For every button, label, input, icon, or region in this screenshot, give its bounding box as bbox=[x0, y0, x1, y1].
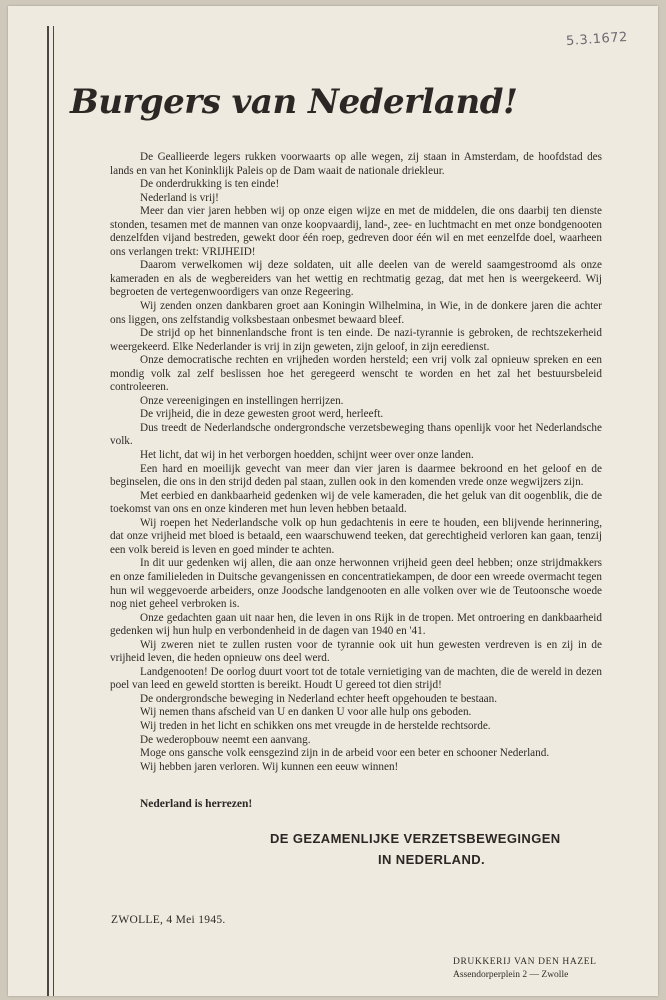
paragraph: De onderdrukking is ten einde! bbox=[140, 178, 280, 191]
paragraph: Onze vereenigingen en instellingen herrijzen. bbox=[140, 394, 344, 407]
paragraph: Onze democratische rechten en vrijheden worden hersteld; een vrij volk zal opnieuw spreken en een mondig volk zal zelf beslissen hoe het geregeerd wenscht te worden en het zal het bestuursbeleid controleeren. bbox=[110, 354, 602, 394]
signature-block bbox=[270, 828, 561, 870]
printer-address: Assendorperplein 2 — Zwolle bbox=[453, 970, 569, 980]
proclamation-body bbox=[110, 151, 602, 774]
paragraph: Onze gedachten gaan uit naar hen, die leven in ons Rijk in de tropen. Met ontroering en dankbaarheid gedenken wij hun hulp en verbondenheid in de dagen van 1940 en '41. bbox=[110, 611, 602, 638]
paragraph: Wij nemen thans afscheid van U en danken U voor alle hulp ons geboden. bbox=[140, 706, 472, 719]
signature-line-1: DE GEZAMENLIJKE VERZETSBEWEGINGEN bbox=[270, 831, 561, 846]
poster-sheet bbox=[8, 6, 658, 996]
paragraph: De wederopbouw neemt een aanvang. bbox=[140, 733, 311, 746]
paragraph: Een hard en moeilijk gevecht van meer dan vier jaren is daarmee bekroond en het geloof en de beginselen, die ons in den strijd deden pal staan, zullen ook in den komenden vrede onze wegwijzers zijn. bbox=[110, 462, 602, 489]
paragraph: Het licht, dat wij in het verborgen hoedden, schijnt weer over onze landen. bbox=[140, 449, 474, 462]
archive-mark: 5.3.1672 bbox=[565, 29, 629, 50]
printer-name: DRUKKERIJ VAN DEN HAZEL bbox=[453, 957, 597, 967]
left-margin-rule bbox=[47, 26, 49, 996]
paragraph: De vrijheid, die in deze gewesten groot werd, herleeft. bbox=[140, 408, 384, 421]
left-margin-rule-inner bbox=[53, 26, 54, 996]
printer-imprint bbox=[453, 956, 597, 982]
paragraph: Wij roepen het Nederlandsche volk op hun gedachtenis in eere te houden, een blijvende herinnering, dat onze vrijheid met bloed is betaald, een waarschuwend teeken, dat gerechtigheid verloren kan gaan, tenzij een volk bereid is leven en goed minder te achten. bbox=[110, 516, 602, 556]
paragraph: Moge ons gansche volk eensgezind zijn in de arbeid voor een beter en schooner Nederland. bbox=[140, 747, 550, 760]
place-and-date: ZWOLLE, 4 Mei 1945. bbox=[111, 914, 226, 926]
paragraph: Dus treedt de Nederlandsche ondergrondsche verzetsbeweging thans openlijk voor het Nederlandsche volk. bbox=[110, 421, 602, 448]
paragraph: Wij zenden onzen dankbaren groet aan Koningin Wilhelmina, in Wie, in de donkere jaren die achter ons liggen, ons zelfstandig volksbestaan onbesmet bewaard bleef. bbox=[110, 300, 602, 326]
paragraph: Meer dan vier jaren hebben wij op onze eigen wijze en met de middelen, die ons daarbij ten dienste stonden, tesamen met de mannen van onze koopvaardij, land-, zee- en luchtmacht en met onze bondgenooten denzelfden vijand bestreden, gewekt door één roep, gedreven door één wil en met eenzelfde doel, waarheen ons verlangen trekt: VRIJHEID! bbox=[110, 205, 602, 258]
paragraph: De strijd op het binnenlandsche front is ten einde. De nazi-tyrannie is gebroken, de rechtszekerheid weergekeerd. Elke Nederlander is vrij in zijn geweten, zijn geloof, in zijn eeredienst. bbox=[110, 327, 602, 353]
paragraph: De Geallieerde legers rukken voorwaarts op alle wegen, zij staan in Amsterdam, de hoofdstad des lands en van het Koninklijk Paleis op de Dam waait de nationale driekleur. bbox=[110, 151, 602, 177]
paragraph: Met eerbied en dankbaarheid gedenken wij de vele kameraden, die het geluk van dit oogenblik, die de toekomst van ons en onze kinderen met hun leven hebben betaald. bbox=[110, 489, 602, 516]
signature-line-2: IN NEDERLAND. bbox=[378, 852, 486, 867]
paragraph: De ondergrondsche beweging in Nederland echter heeft opgehouden te bestaan. bbox=[140, 692, 498, 705]
paragraph: Nederland is vrij! bbox=[140, 191, 219, 204]
closing-statement: Nederland is herrezen! bbox=[140, 798, 253, 810]
paragraph: Landgenooten! De oorlog duurt voort tot de totale vernietiging van de machten, die de wereld in dezen poel van leed en geweld stortten is bereikt. Houdt U gereed tot dien strijd! bbox=[110, 665, 602, 692]
paragraph: Wij hebben jaren verloren. Wij kunnen een eeuw winnen! bbox=[140, 760, 399, 773]
paragraph: In dit uur gedenken wij allen, die aan onze herwonnen vrijheid geen deel hebben; onze strijdmakkers en onze familieleden in Duitsche gevangenissen en concentratiekampen, de door een wreede overmacht tegen hun wil weggevoerde arbeiders, onze Joodsche landgenooten en alle volken over wie de Teutoonsche woede nog niet geheel verbroken is. bbox=[110, 557, 602, 611]
poster-title: Burgers van Nederland! bbox=[70, 82, 518, 122]
paragraph: Wij zweren niet te zullen rusten voor de tyrannie ook uit hun gewesten verdreven is en zij in de vrijheid leven, die heden opnieuw ons deel werd. bbox=[110, 638, 602, 665]
paragraph: Daarom verwelkomen wij deze soldaten, uit alle deelen van de wereld saamgestroomd als onze kameraden en als de wegbereiders van het wettig en rechtmatig gezag, dat met hen is weergekeerd. Wij begroeten de vertegenwoordigers van onze Regeering. bbox=[110, 259, 602, 299]
paragraph: Wij treden in het licht en schikken ons met vreugde in de herstelde rechtsorde. bbox=[140, 719, 491, 732]
